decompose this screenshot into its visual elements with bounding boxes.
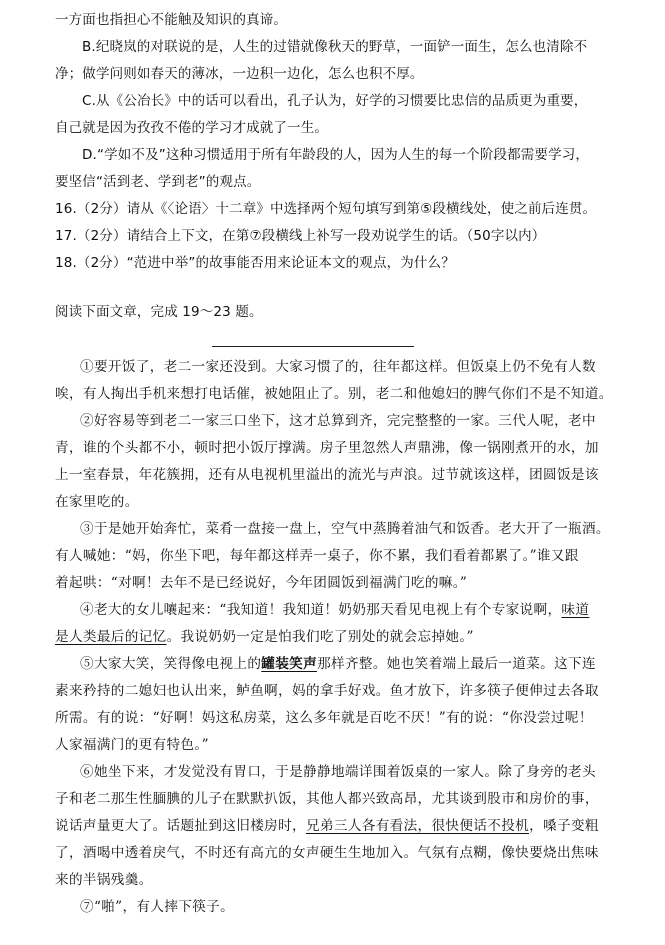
passage-line: 来的半锅残羹。 <box>55 872 153 888</box>
passage-line: 素来矜持的二媳妇也认出来，鲈鱼啊，妈的拿手好戏。鱼才放下，许多筷子便伸过去各取 <box>55 683 599 699</box>
option-c-line: C.从《公冶长》中的话可以看出，孔子认为，好学的习惯要比忠信的品质更为重要， <box>82 93 588 109</box>
passage-line: ③于是她开始奔忙，菜肴一盘接一盘上，空气中蒸腾着油气和饭香。老大开了一瓶酒。 <box>80 521 610 537</box>
passage-line: 有人喊她：“妈，你坐下吧，每年都这样弄一桌子，你不累，我们看着都累了。”谁又跟 <box>55 548 579 564</box>
passage-line: 青，谁的个头都不小，顿时把小饭厅撑满。房子里忽然人声鼎沸，像一锅刚煮开的水，加 <box>55 440 599 456</box>
passage-text: ④老大的女儿嚷起来：“我知道！我知道！奶奶那天看见电视上有个专家说啊， <box>80 602 562 618</box>
passage-text: 说话声量更大了。话题扯到这旧楼房时， <box>55 818 306 834</box>
reading-instruction: 阅读下面文章，完成 19～23 题。 <box>55 304 263 320</box>
text-line: 一方面也指担心不能触及知识的真谛。 <box>55 12 288 28</box>
question-18: 18.（2分）“范进中举”的故事能否用来论证本文的观点，为什么？ <box>55 255 455 271</box>
passage-line: 着起哄：“对啊！去年不是已经说好，今年团圆饭到福满门吃的嘛。” <box>55 575 468 591</box>
passage-text: ⑤大家大笑，笑得像电视上的 <box>80 656 262 672</box>
passage-line <box>80 604 589 618</box>
passage-line: 唉，有人掏出手机来想打电话催，被她阻止了。别，老二和他媳妇的脾气你们不是不知道。 <box>55 386 613 402</box>
underlined-phrase: 兄弟三人各有看法，很快便话不投机 <box>306 818 530 834</box>
option-d-line: D.“学如不及”这种习惯适用于所有年龄段的人，因为人生的每一个阶段都需要学习， <box>82 147 590 163</box>
passage-line: 所需。有的说：“好啊！妈这私房菜，这么多年就是百吃不厌！”有的说：“你没尝过呢！ <box>55 710 593 726</box>
text-line: 要坚信“活到老、学到老”的观点。 <box>55 174 261 190</box>
question-16: 16.（2分）请从《〈论语〉十二章》中选择两个短句填写到第⑤段横线处，使之前后连贯。 <box>55 201 597 217</box>
title-divider <box>212 346 414 347</box>
passage-line <box>80 658 596 672</box>
passage-line: ①要开饭了，老二一家还没到。大家习惯了的，往年都这样。但饭桌上仍不免有人数 <box>80 359 596 375</box>
passage-line: ⑦“啪”，有人摔下筷子。 <box>80 899 235 915</box>
option-b-line: B.纪晓岚的对联说的是，人生的过错就像秋天的野草，一面铲一面生，怎么也清除不 <box>82 39 588 55</box>
passage-text: ，嗓子变粗 <box>529 818 599 834</box>
passage-line: ②好容易等到老二一家三口坐下，这才总算到齐，完完整整的一家。三代人呢，老中 <box>80 413 596 429</box>
passage-line: 人家福满门的更有特色。” <box>55 737 209 753</box>
passage-line: 在家里吃的。 <box>55 494 139 510</box>
passage-line: 了，酒喝中透着戾气，不时还有高亢的女声硬生生地加入。气氛有点糊，像快要烧出焦味 <box>55 845 599 861</box>
underlined-phrase: 罐装笑声 <box>261 656 318 672</box>
question-17: 17.（2分）请结合上下文，在第⑦段横线上补写一段劝说学生的话。（50字以内） <box>55 228 546 244</box>
passage-line: 子和老二那生性腼腆的儿子在默默扒饭，其他人都兴致高昂，尤其谈到股市和房价的事， <box>55 791 599 807</box>
passage-line: 上一室春景，年花簇拥，还有从电视机里溢出的流光与声浪。过节就该这样，团圆饭是该 <box>55 467 599 483</box>
underlined-phrase: 是人类最后的记忆 <box>55 629 167 645</box>
text-line: 净；做学问则如春天的薄冰，一边积一边化，怎么也积不厚。 <box>55 66 424 82</box>
passage-line <box>55 631 474 645</box>
passage-line <box>55 820 599 834</box>
passage-text: 。我说奶奶一定是怕我们吃了别处的就会忘掉她。” <box>166 629 474 645</box>
underlined-phrase: 味道 <box>561 602 590 618</box>
text-line: 自己就是因为孜孜不倦的学习才成就了一生。 <box>55 120 328 136</box>
passage-text: 那样齐整。她也笑着端上最后一道菜。这下连 <box>317 656 596 672</box>
passage-line: ⑥她坐下来，才发觉没有胃口，于是静静地端详围着饭桌的一家人。除了身旁的老头 <box>80 764 596 780</box>
